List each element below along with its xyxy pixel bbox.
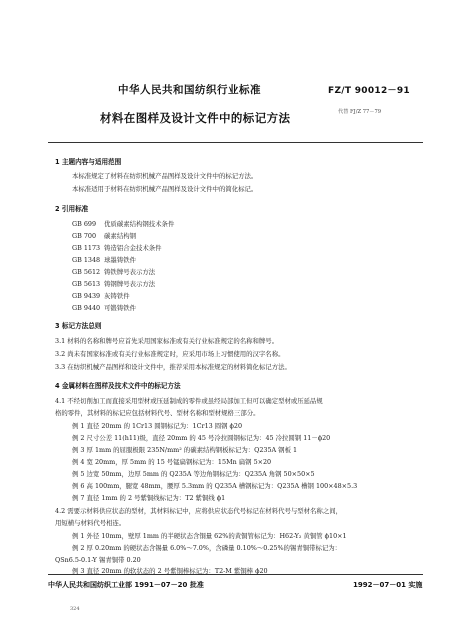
standard-ref-code: GB 1173 — [72, 244, 101, 252]
clause-3-1: 3.1 材料的名称和牌号应首先采用国家标准或有关行业标准规定的名称和牌号。 — [55, 337, 279, 345]
standard-ref-code: GB 700 — [72, 232, 97, 240]
standard-ref — [72, 219, 174, 228]
header-rule — [48, 142, 423, 143]
standard-ref-name: 优质碳素结构钢技术条件 — [104, 220, 175, 228]
example-line: 例 1 直径 20mm 的 1Cr13 圆钢标记为：1Cr13 圆钢 ϕ20 — [72, 422, 243, 430]
footer-rule — [48, 574, 423, 575]
standard-ref — [72, 291, 130, 300]
example-line: 例 3 厚 1mm 的屈服极限 235N/mm² 的碳素结构钢板标记为：Q235A 钢板 1 — [72, 446, 298, 454]
standard-ref-code: GB 9439 — [72, 292, 101, 300]
standard-ref-name: 铸铁牌号表示方法 — [104, 268, 156, 276]
example-line: 例 3 直径 20mm 的软状态的 2 号紫铜棒标记为：T2-M 紫铜棒 ϕ20 — [72, 567, 268, 575]
example-line: 例 2 尺寸公差 11(h11)级，直径 20mm 的 45 号冷拉圆钢标记为：45 冷拉圆钢 11－ϕ20 — [72, 434, 331, 442]
standard-ref — [72, 243, 162, 252]
clause-4-2-line: 用短横与材料代号相连。 — [55, 519, 126, 527]
example-line: 例 5 边宽 50mm，边厚 5mm 的 Q235A 等边角钢标记为：Q235A 角钢 50×50×5 — [72, 470, 315, 478]
section-4-heading: 4 金属材料在图样及技术文件中的标记方法 — [55, 382, 181, 390]
section-1-line: 本标准规定了材料在纺织机械产品图样及设计文件中的标记方法。 — [72, 172, 258, 180]
example-line: 例 4 宽 20mm，厚 5mm 的 15 号锰扁钢标记为：15Mn 扁钢 5×20 — [72, 458, 272, 466]
standard-ref-code: GB 699 — [72, 220, 97, 228]
effective-date: 1992－07－01 实施 — [353, 581, 423, 589]
clause-3-2: 3.2 尚未有国家标准或有关行业标准规定时，应采用市场上习惯使用的汉字名称。 — [55, 350, 285, 358]
clause-4-1-line: 4.1 不经切削加工而直接采用型材或压延制成的零件或虽经局部加工但可以确定型材或压延品规 — [55, 397, 323, 405]
approval-info: 中华人民共和国纺织工业部 1991－07－20 批准 — [48, 581, 204, 589]
example-line: 例 7 直径 1mm 的 2 号紫铜线标记为：T2 紫铜线 ϕ1 — [72, 494, 226, 502]
replaces-note: 代替 FJ/Z 77－79 — [338, 109, 382, 115]
standard-ref — [72, 267, 155, 276]
standard-ref — [72, 255, 136, 264]
standard-ref — [72, 279, 155, 288]
standard-ref-name: 可锻铸铁件 — [104, 304, 136, 312]
standard-ref-code: GB 5613 — [72, 280, 101, 288]
clause-4-2-line: 4.2 需要示材料供应状态的型材，其材料标记中，应将供应状态代号标记在材料代号与型材名称之间， — [55, 507, 342, 515]
standard-ref-code: GB 5612 — [72, 268, 101, 276]
standard-ref-name: 灰铸铁件 — [104, 292, 130, 300]
standard-ref-code: GB 9440 — [72, 304, 101, 312]
example-line: 例 6 高 100mm，腿宽 48mm，腰厚 5.3mm 的 Q235A 槽钢标记为：Q235A 槽钢 100×48×5.3 — [72, 482, 358, 490]
issuing-organization: 中华人民共和国纺织行业标准 — [118, 84, 261, 96]
section-2-heading: 2 引用标准 — [55, 205, 89, 213]
document-title: 材料在图样及设计文件中的标记方法 — [100, 111, 291, 125]
section-1-line: 本标准适用于材料在纺织机械产品图样及设计文件中的简化标记。 — [72, 185, 258, 193]
clause-3-3: 3.3 在纺织机械产品图样和设计文件中，推荐采用本标准规定的材料简化标记方法。 — [55, 363, 291, 371]
standard-code: FZ/T 90012－91 — [328, 86, 410, 96]
example-line: 例 2 厚 0.20mm 的硬状态含锡量 6.0%～7.0%，含磷量 0.10%～0.25%的锡青铜带标记为： — [72, 544, 342, 552]
example-line: QSn6.5-0.1-Y 锡青铜带 0.20 — [55, 556, 141, 564]
standard-ref-name: 球墨铸铁件 — [104, 256, 136, 264]
standard-ref-code: GB 1348 — [72, 256, 101, 264]
section-1-heading: 1 主题内容与适用范围 — [55, 158, 122, 166]
standard-ref-name: 碳素结构钢 — [104, 232, 136, 240]
standard-ref — [72, 303, 136, 312]
standard-ref — [72, 231, 136, 240]
section-3-heading: 3 标记方法总则 — [55, 322, 102, 330]
standard-ref-name: 铸钢牌号表示方法 — [104, 280, 156, 288]
example-line: 例 1 外径 10mm，壁厚 1mm 的半硬状态含铜量 62%的黄铜管标记为：H62-Y₂ 黄铜管 ϕ10×1 — [72, 532, 347, 540]
clause-4-1-line: 格的零件，其材料的标记应包括材料代号、型材名称和型材规格三部分。 — [55, 409, 260, 417]
page-number: 324 — [70, 606, 80, 612]
standard-ref-name: 铸造铝合金技术条件 — [104, 244, 162, 252]
